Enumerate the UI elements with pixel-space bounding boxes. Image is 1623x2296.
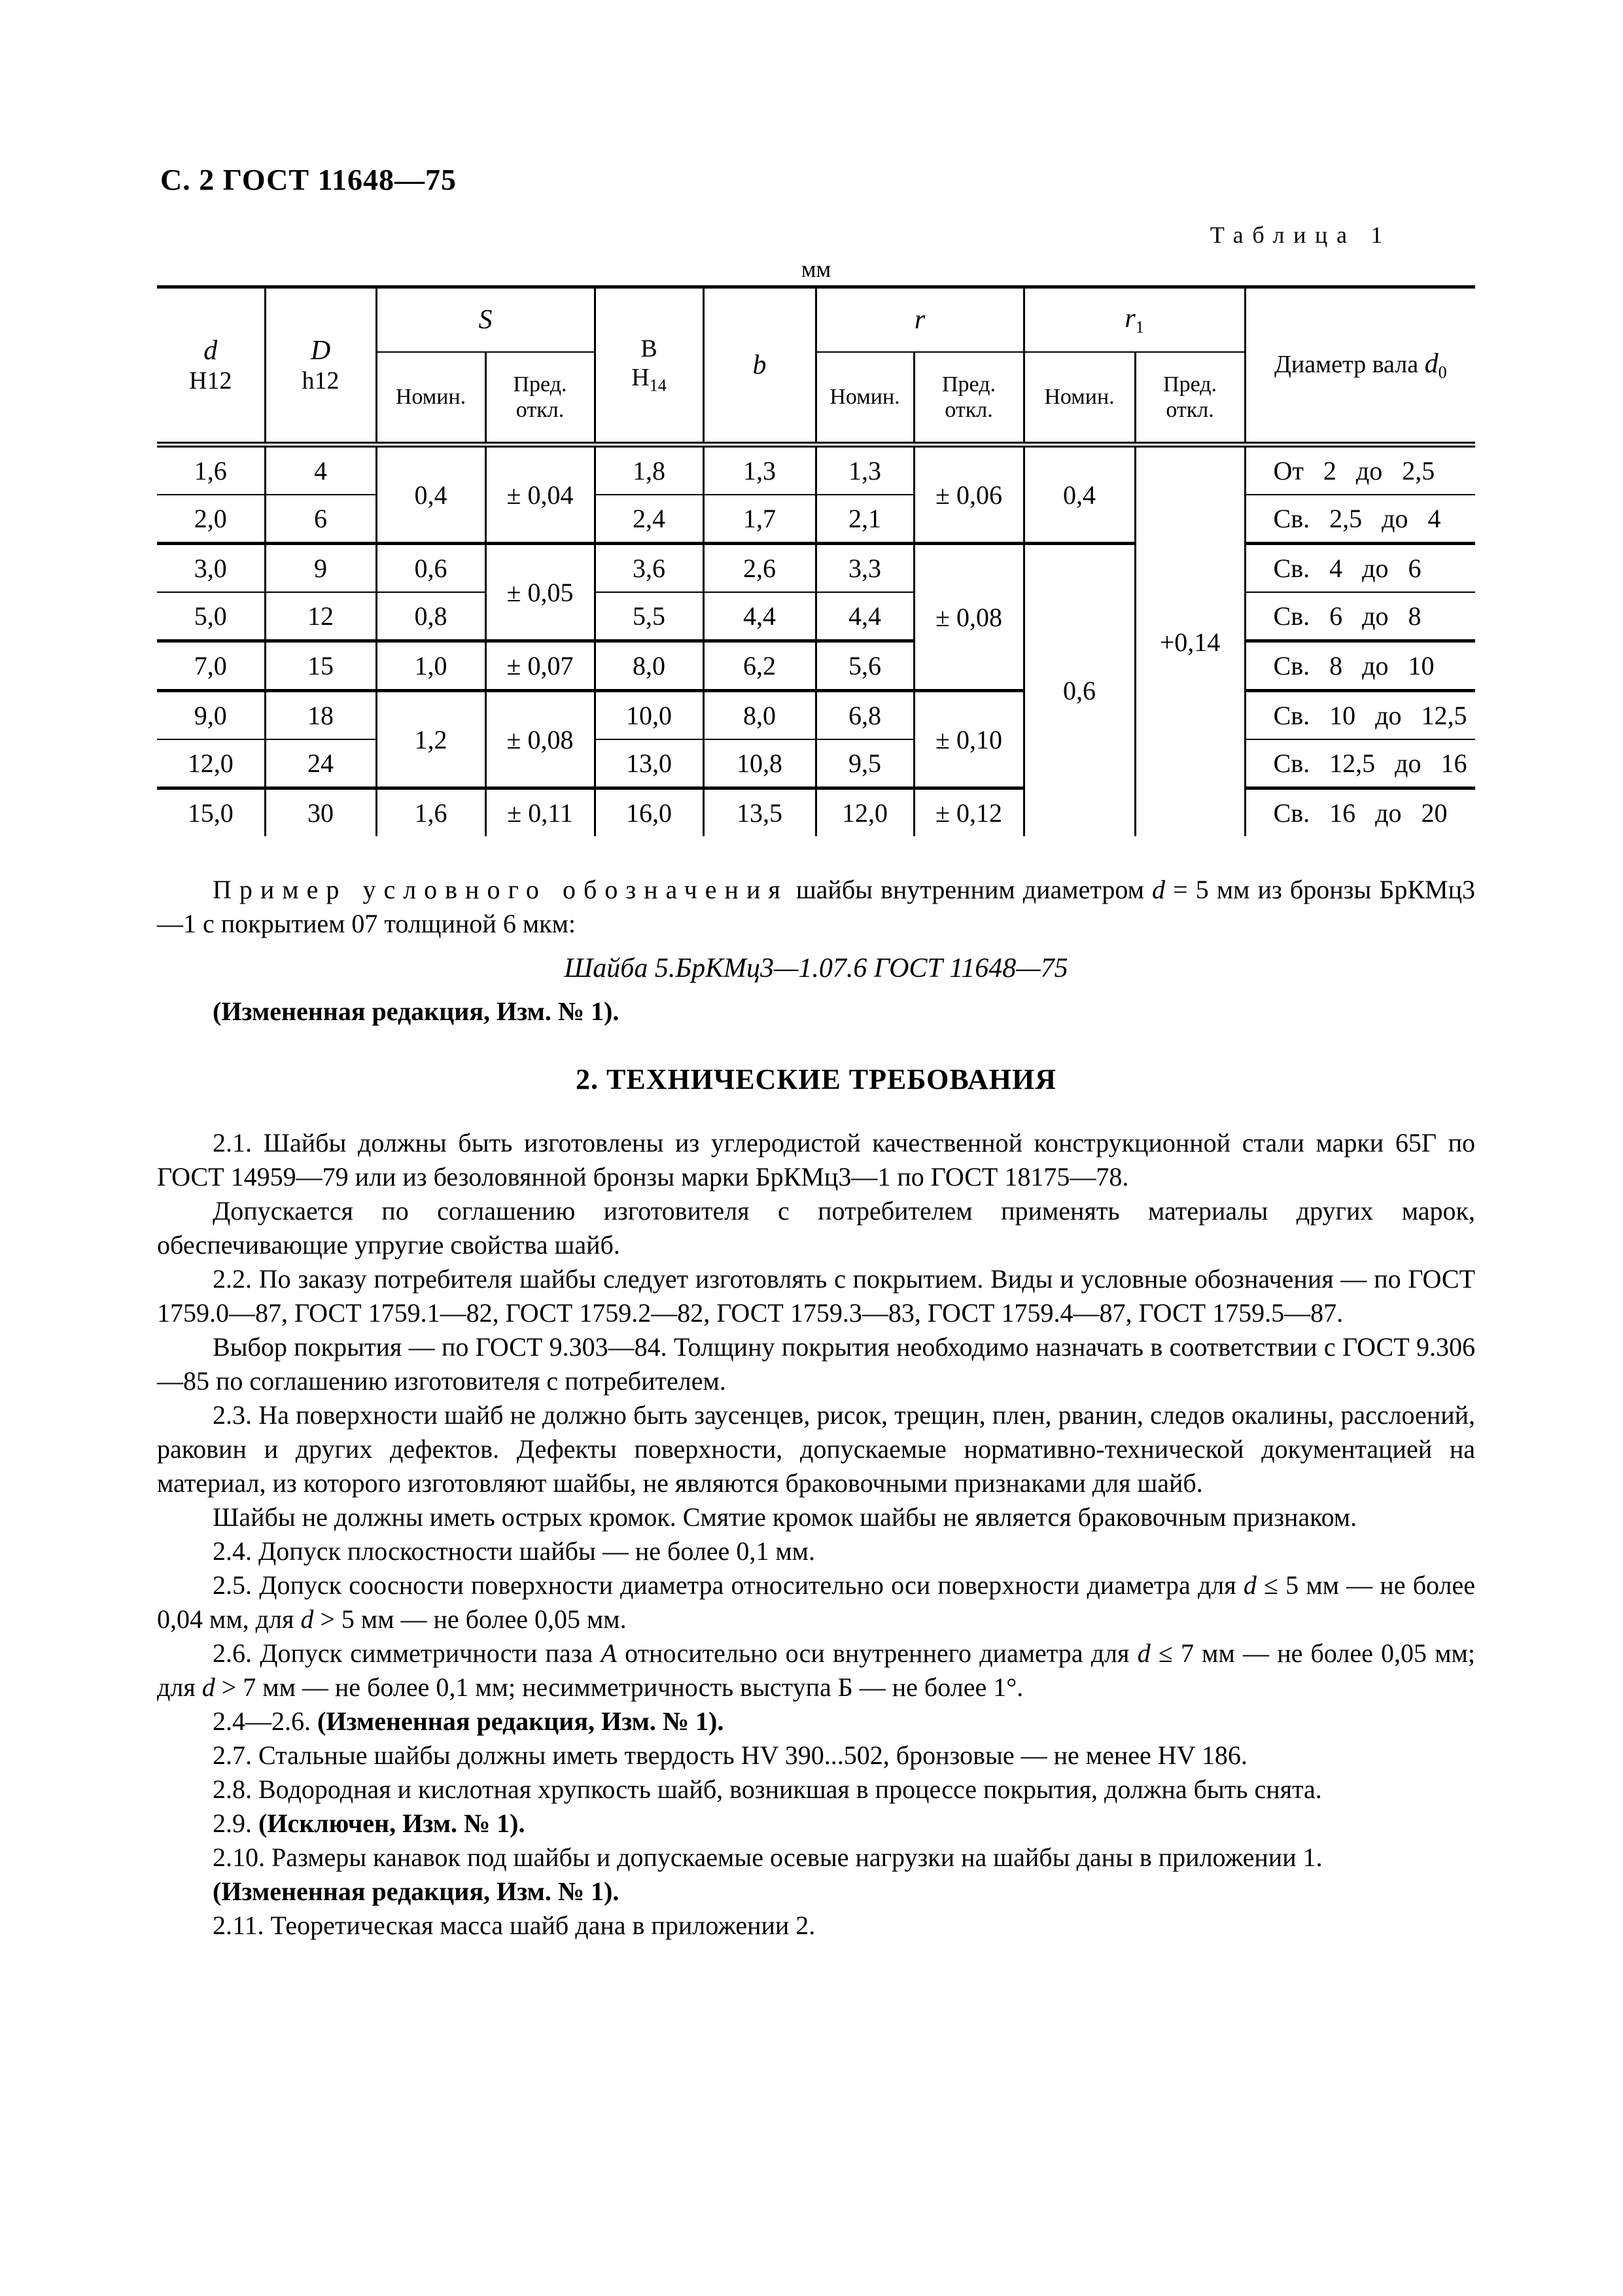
dimensions-table — [157, 285, 1475, 836]
text-run: ≤ 7 мм — не более 0,05 мм; для — [157, 1638, 1475, 1702]
cell-Sn: 0,8 — [376, 592, 485, 641]
subheader-r1-deviation: Пред. откл. — [1135, 352, 1245, 445]
cell-b: 13,5 — [703, 788, 816, 837]
cell-rp: ± 0,12 — [914, 788, 1024, 837]
cell-d: 12,0 — [157, 739, 265, 788]
text-run: 2.10. Размеры канавок под шайбы и допускаемые осевые нагрузки на шайбы даны в приложении 1. — [213, 1843, 1323, 1872]
subheader-s-deviation: Пред. откл. — [485, 352, 595, 445]
cell-d: 15,0 — [157, 788, 265, 837]
text-run: относительно оси внутреннего диаметра для — [616, 1638, 1138, 1668]
cell-rn: 2,1 — [816, 495, 914, 544]
cell-dia: Св. 4 до 6 — [1245, 544, 1475, 593]
table-row — [157, 641, 1475, 691]
text-run: d — [300, 1604, 314, 1634]
paragraph-2-7 — [157, 1739, 1475, 1773]
text-run: 2.8. Водородная и кислотная хрупкость шайб, возникшая в процессе покрытия, должна быть снята. — [213, 1775, 1322, 1804]
cell-Sp: ± 0,07 — [485, 641, 595, 691]
text-run: d — [1151, 875, 1165, 904]
text-run: шайбы внутренним диаметром — [788, 875, 1152, 904]
text-run: 2. ТЕХНИЧЕСКИЕ ТРЕБОВАНИЯ — [576, 1063, 1056, 1095]
cell-D: 18 — [265, 691, 376, 740]
cell-rp: ± 0,06 — [914, 445, 1024, 544]
cell-d: 9,0 — [157, 691, 265, 740]
text-run: 2.4—2.6. — [213, 1706, 317, 1736]
col-header-D: D h12 — [265, 287, 376, 445]
cell-rn: 6,8 — [816, 691, 914, 740]
cell-Sp: ± 0,04 — [485, 445, 595, 544]
paragraph-2-4-2-6 — [157, 1704, 1475, 1739]
designation-line — [157, 951, 1475, 985]
cell-b: 4,4 — [703, 592, 816, 641]
cell-r1p: +0,14 — [1135, 445, 1245, 837]
cell-D: 12 — [265, 592, 376, 641]
amendment-note — [157, 995, 1475, 1029]
cell-d: 7,0 — [157, 641, 265, 691]
cell-dia: Св. 8 до 10 — [1245, 641, 1475, 691]
cell-D: 24 — [265, 739, 376, 788]
paragraph-2-8 — [157, 1773, 1475, 1807]
subheader-r-deviation: Пред. откл. — [914, 352, 1024, 445]
cell-Sp: ± 0,08 — [485, 691, 595, 788]
text-run: 2.4. Допуск плоскостности шайбы — не более 0,1 мм. — [213, 1536, 815, 1566]
text-run: d — [201, 1672, 215, 1702]
text-run: 2.5. Допуск соосности поверхности диаметра относительно оси поверхности диаметра для — [213, 1570, 1244, 1600]
cell-D: 4 — [265, 445, 376, 495]
cell-dia: Св. 12,5 до 16 — [1245, 739, 1475, 788]
page-content — [157, 221, 1475, 1943]
text-run: 2.2. По заказу потребителя шайбы следует изготовлять с покрытием. Виды и условные обозначения — по ГОСТ 1759.0—87, ГОСТ 1759.1—82, ГОСТ 1759.2—82, ГОСТ 1759.3—83, ГОСТ 1759.4—87, ГОСТ 1759.5—87. — [157, 1264, 1475, 1328]
cell-dia: От 2 до 2,5 — [1245, 445, 1475, 495]
text-run: Шайба 5.БрКМц3—1.07.6 ГОСТ 11648—75 — [564, 953, 1068, 983]
cell-D: 9 — [265, 544, 376, 593]
table-row — [157, 445, 1475, 495]
subheader-s-nominal: Номин. — [376, 352, 485, 445]
text-run: (Исключен, Изм. № 1). — [258, 1809, 525, 1838]
cell-Sn: 1,0 — [376, 641, 485, 691]
table-row — [157, 592, 1475, 641]
text-run: (Измененная редакция, Изм. № 1). — [317, 1706, 724, 1736]
cell-rn: 5,6 — [816, 641, 914, 691]
cell-Sn: 0,4 — [376, 445, 485, 544]
text-run: Пример условного обозначения — [213, 875, 788, 904]
paragraph-2-2 — [157, 1262, 1475, 1330]
col-header-r1: $r_1$ — [1024, 287, 1245, 353]
cell-b: 1,7 — [703, 495, 816, 544]
paragraph-2-11 — [157, 1909, 1475, 1943]
cell-b: 8,0 — [703, 691, 816, 740]
text-run: 2.1. Шайбы должны быть изготовлены из углеродистой качественной конструкционной стали марки 65Г по ГОСТ 14959—79 или из безоловянной бронзы марки БрКМц3—1 по ГОСТ 18175—78. — [157, 1128, 1475, 1192]
cell-d: 1,6 — [157, 445, 265, 495]
text-run: > 5 мм — не более 0,05 мм. — [313, 1604, 627, 1634]
col-header-B: В $Н_{14}$ — [595, 287, 703, 445]
text-run: (Измененная редакция, Изм. № 1). — [213, 997, 620, 1026]
paragraph-2-3-cont — [157, 1500, 1475, 1534]
col-header-diameter: Диаметр вала $d_0$ — [1245, 287, 1475, 445]
example-paragraph — [157, 873, 1475, 941]
text-run: = 5 мм из бронзы БрКМц3—1 с покрытием 07 толщиной 6 мкм: — [157, 875, 1475, 938]
table-row — [157, 739, 1475, 788]
text-run: 2.6. Допуск симметричности паза — [213, 1638, 601, 1668]
col-header-S: S — [376, 287, 595, 353]
table-row — [157, 544, 1475, 593]
body-text — [157, 873, 1475, 1943]
paragraph-2-1-cont — [157, 1194, 1475, 1262]
cell-Sn: 0,6 — [376, 544, 485, 593]
cell-Sp: ± 0,11 — [485, 788, 595, 837]
amendment-note-2 — [157, 1875, 1475, 1909]
text-run: Шайбы не должны иметь острых кромок. Смятие кромок шайбы не является браковочным признаком. — [213, 1502, 1357, 1532]
paragraph-2-1 — [157, 1126, 1475, 1194]
text-run: 2.9. — [213, 1809, 258, 1838]
cell-rn: 1,3 — [816, 445, 914, 495]
table-row — [157, 691, 1475, 740]
text-run: 2.7. Стальные шайбы должны иметь твердость HV 390...502, бронзовые — не менее HV 186. — [213, 1740, 1248, 1770]
cell-b: 2,6 — [703, 544, 816, 593]
cell-b: 1,3 — [703, 445, 816, 495]
cell-rn: 9,5 — [816, 739, 914, 788]
text-run: 2.3. На поверхности шайб не должно быть заусенцев, рисок, трещин, плен, рванин, следов окалины, расслоений, раковин и других дефектов. Дефекты поверхности, допускаемые нормативно-технической документацией на материал, из которого изготовляют шайбы, не являются браковочными признаками для шайб. — [157, 1400, 1475, 1498]
table-header-row-groups — [157, 287, 1475, 353]
paragraph-2-6 — [157, 1636, 1475, 1704]
paragraph-2-9 — [157, 1807, 1475, 1841]
subheader-r-nominal: Номин. — [816, 352, 914, 445]
text-run: d — [1243, 1570, 1257, 1600]
cell-B: 8,0 — [595, 641, 703, 691]
text-run: 2.11. Теоретическая масса шайб дана в приложении 2. — [213, 1911, 816, 1940]
col-header-r: r — [816, 287, 1024, 353]
table-body — [157, 445, 1475, 837]
table-caption: Таблица 1 — [1210, 222, 1391, 248]
cell-rn: 3,3 — [816, 544, 914, 593]
cell-dia: Св. 6 до 8 — [1245, 592, 1475, 641]
paragraph-2-2-cont — [157, 1330, 1475, 1398]
paragraph-2-4 — [157, 1534, 1475, 1568]
cell-D: 15 — [265, 641, 376, 691]
cell-B: 3,6 — [595, 544, 703, 593]
cell-D: 30 — [265, 788, 376, 837]
section-heading — [157, 1063, 1475, 1096]
text-run: (Измененная редакция, Изм. № 1). — [213, 1877, 620, 1906]
cell-rn: 4,4 — [816, 592, 914, 641]
paragraph-2-3 — [157, 1398, 1475, 1500]
cell-dia: Св. 16 до 20 — [1245, 788, 1475, 837]
cell-dia: Св. 2,5 до 4 — [1245, 495, 1475, 544]
cell-b: 6,2 — [703, 641, 816, 691]
cell-b: 10,8 — [703, 739, 816, 788]
text-run: Допускается по соглашению изготовителя с потребителем применять материалы других марок, обеспечивающие упругие свойства шайб. — [157, 1196, 1475, 1260]
cell-B: 13,0 — [595, 739, 703, 788]
table-row — [157, 788, 1475, 837]
cell-rp: ± 0,10 — [914, 691, 1024, 788]
subheader-r1-nominal: Номин. — [1024, 352, 1135, 445]
col-header-d: d Н12 — [157, 287, 265, 445]
cell-B: 2,4 — [595, 495, 703, 544]
page-header: С. 2 ГОСТ 11648—75 — [160, 163, 457, 196]
text-run: d — [1137, 1638, 1151, 1668]
units-label: мм — [801, 256, 831, 282]
cell-B: 5,5 — [595, 592, 703, 641]
cell-Sn: 1,2 — [376, 691, 485, 788]
cell-Sp: ± 0,05 — [485, 544, 595, 641]
table-row — [157, 495, 1475, 544]
cell-dia: Св. 10 до 12,5 — [1245, 691, 1475, 740]
text-run: А — [601, 1638, 617, 1668]
cell-rn: 12,0 — [816, 788, 914, 837]
text-run: Выбор покрытия — по ГОСТ 9.303—84. Толщину покрытия необходимо назначать в соответствии с ГОСТ 9.306—85 по соглашению изготовителя с потребителем. — [157, 1332, 1475, 1396]
cell-d: 5,0 — [157, 592, 265, 641]
paragraph-2-10 — [157, 1841, 1475, 1875]
table-header — [157, 287, 1475, 445]
cell-D: 6 — [265, 495, 376, 544]
cell-rp: ± 0,08 — [914, 544, 1024, 691]
cell-r1n: 0,4 — [1024, 445, 1135, 544]
cell-B: 1,8 — [595, 445, 703, 495]
cell-B: 10,0 — [595, 691, 703, 740]
col-header-b: b — [703, 287, 816, 445]
cell-d: 2,0 — [157, 495, 265, 544]
paragraph-2-5 — [157, 1568, 1475, 1636]
cell-Sn: 1,6 — [376, 788, 485, 837]
cell-d: 3,0 — [157, 544, 265, 593]
text-run: > 7 мм — не более 0,1 мм; несимметричность выступа Б — не более 1°. — [215, 1672, 1024, 1702]
cell-r1n: 0,6 — [1024, 544, 1135, 837]
text-run: ≤ 5 мм — не более 0,04 мм, для — [157, 1570, 1475, 1634]
cell-B: 16,0 — [595, 788, 703, 837]
